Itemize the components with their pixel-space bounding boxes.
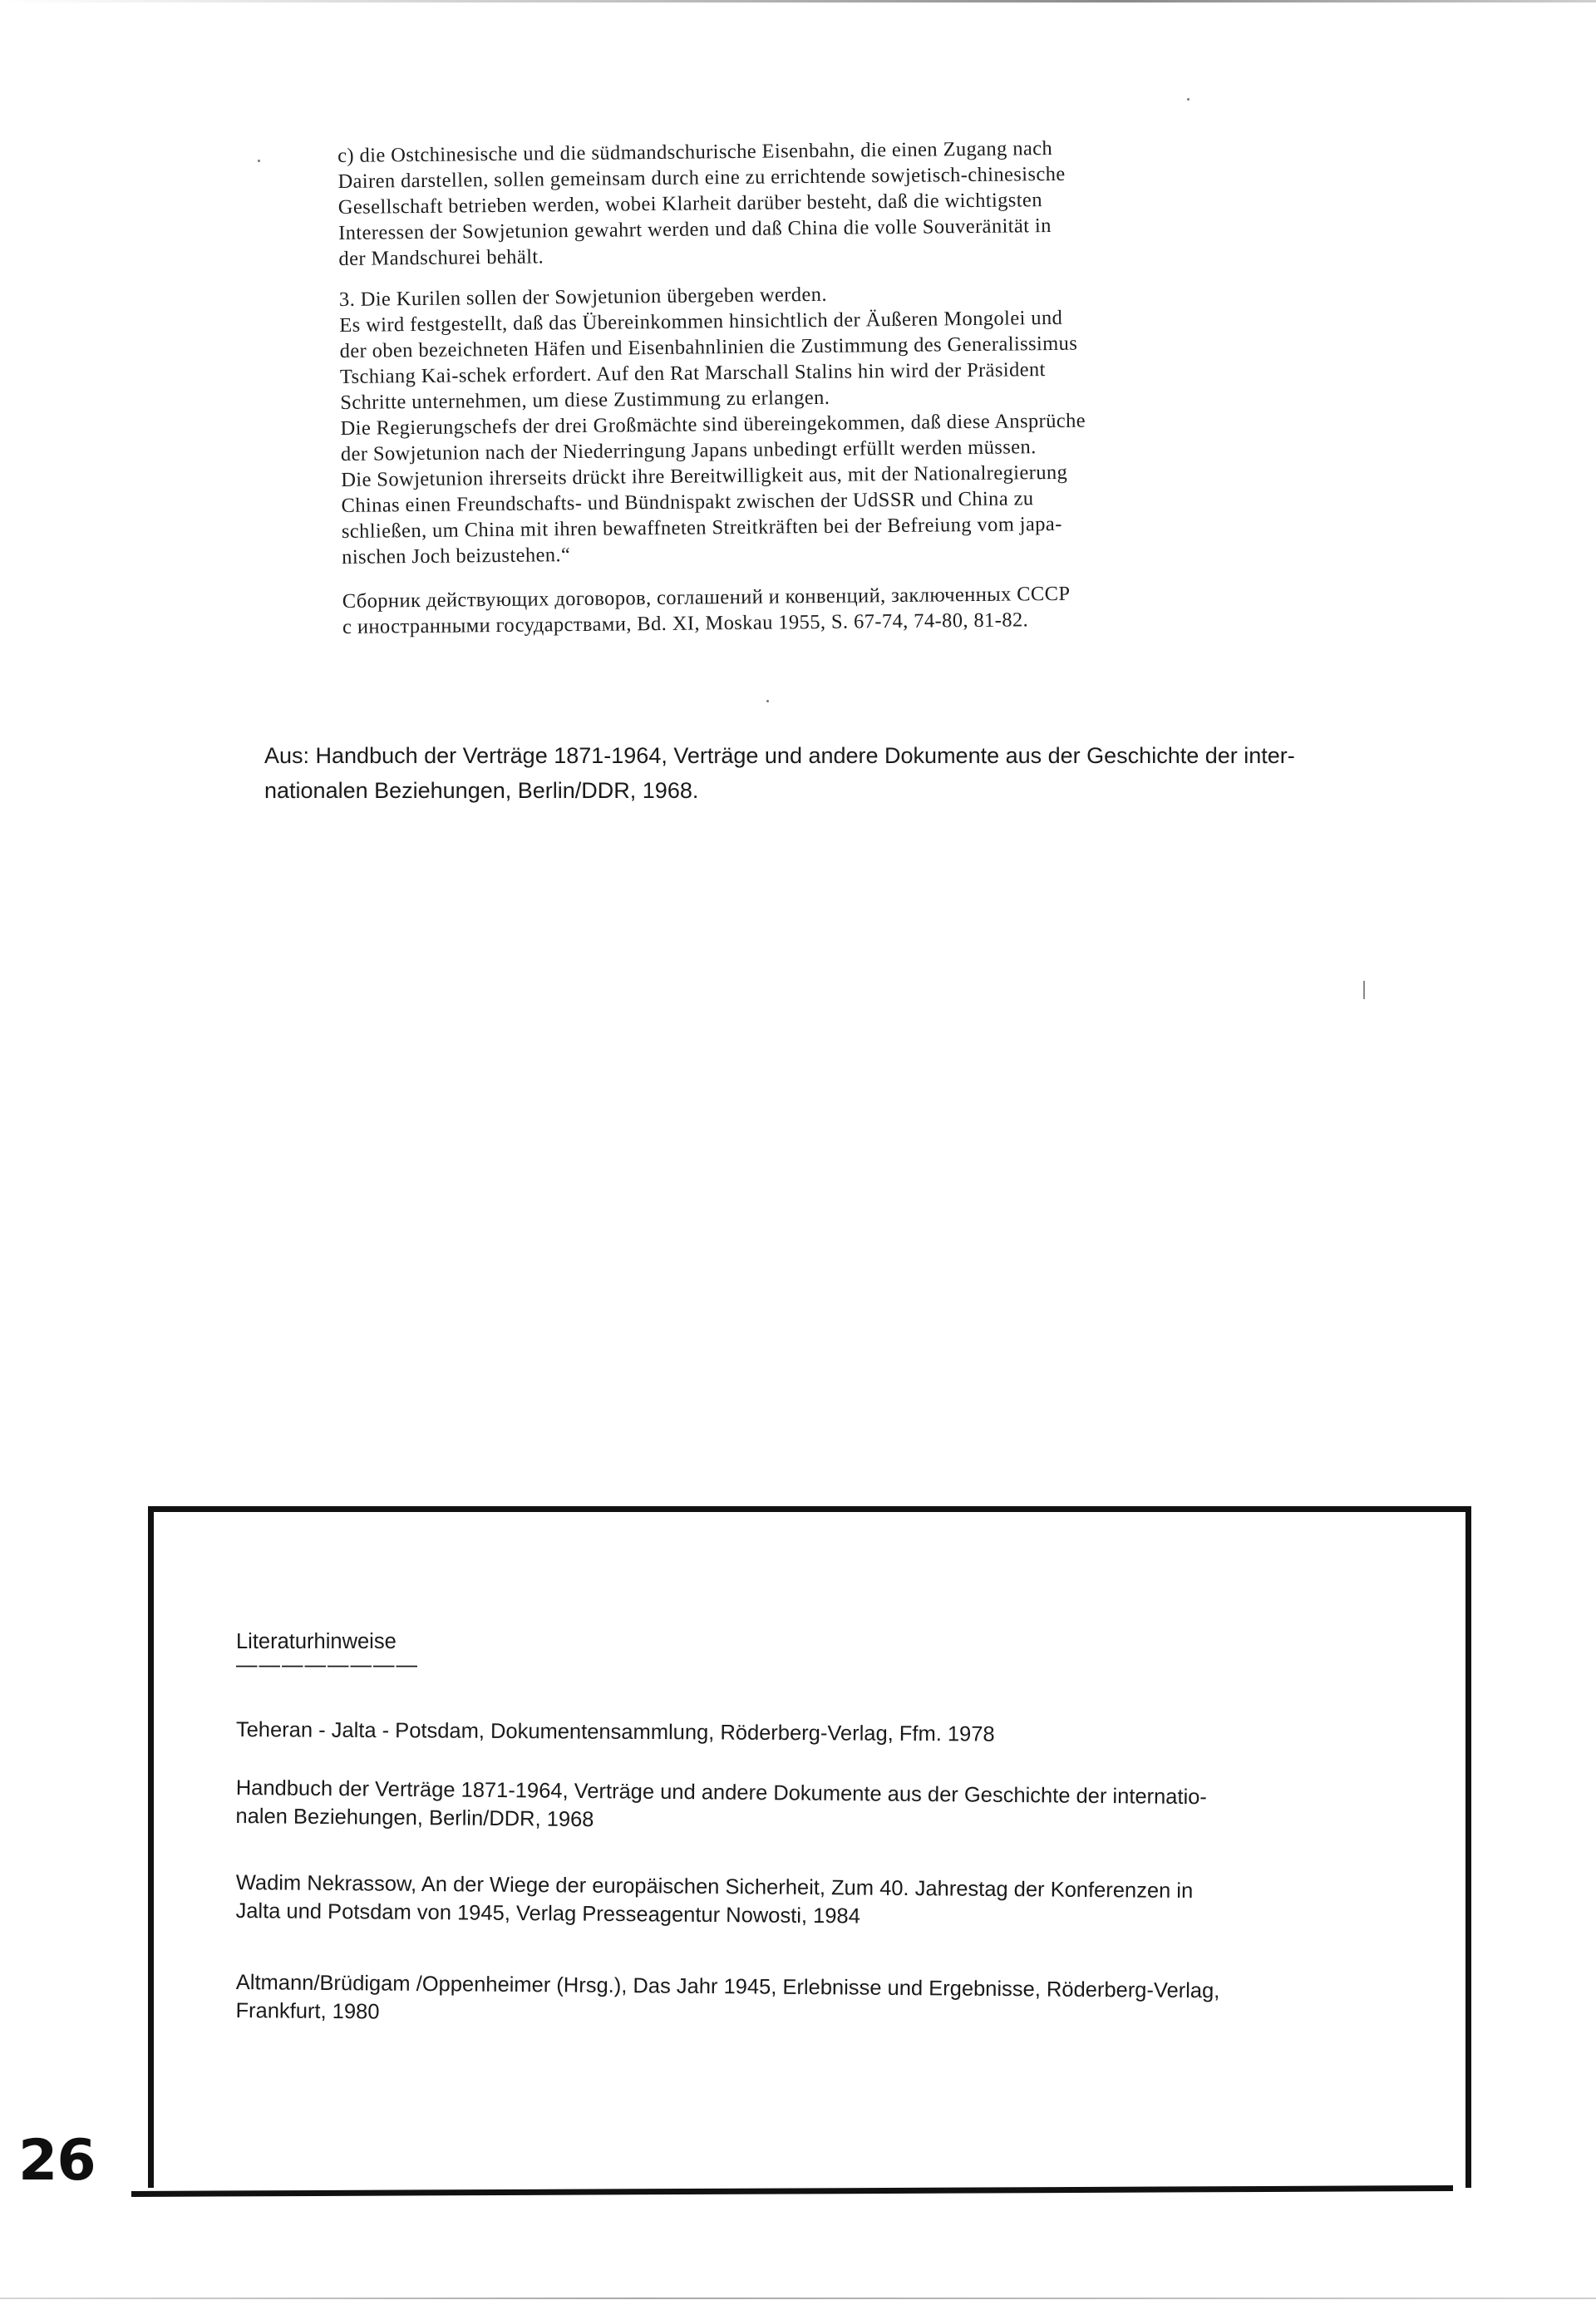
treaty-line: Es wird festgestellt, daß das Übereinkommen hinsichtlich der Äußeren Mongolei und <box>339 306 1063 337</box>
treaty-line: Chinas einen Freundschafts- und Bündnispakt zwischen der UdSSR und China zu <box>341 487 1034 517</box>
literature-entry <box>235 1869 1416 1935</box>
treaty-line: Dairen darstellen, sollen gemeinsam durch eine zu errichtende sowjetisch-chinesische <box>337 162 1066 193</box>
scan-bottom-edge <box>0 2298 1596 2299</box>
treaty-excerpt <box>337 132 1340 640</box>
source-note <box>264 738 1445 808</box>
literature-entry <box>235 1774 1416 1842</box>
literature-entry-line: Jalta und Potsdam von 1945, Verlag Presseagentur Nowosti, 1984 <box>235 1899 860 1928</box>
literature-list <box>236 1628 1416 2025</box>
scan-speck <box>258 160 260 162</box>
scan-mark <box>1363 981 1365 999</box>
treaty-line: der oben bezeichneten Häfen und Eisenbahnlinien die Zustimmung des Generalissimus <box>339 332 1078 362</box>
literature-entry <box>235 1968 1416 2035</box>
treaty-line: Gesellschaft betrieben werden, wobei Klarheit darüber besteht, daß die wichtigsten <box>337 189 1043 219</box>
treaty-line: Die Sowjetunion ihrerseits drückt ihre Bereitwilligkeit aus, mit der Nationalregierung <box>341 461 1068 491</box>
treaty-line: Interessen der Sowjetunion gewahrt werden und daß China die volle Souveränität in <box>337 214 1052 244</box>
treaty-line: der Mandschurei behält. <box>338 245 544 270</box>
treaty-line: Die Regierungschefs der drei Großmächte sind übereingekommen, daß diese Ansprüche <box>340 409 1086 440</box>
literature-entry-line: Wadim Nekrassow, An der Wiege der europäischen Sicherheit, Zum 40. Jahrestag der Konferenzen in <box>235 1871 1194 1904</box>
citation-line: с иностранными государствами, Bd. XI, Moskau 1955, S. 67-74, 74-80, 81-82. <box>342 608 1029 638</box>
literature-entry-line: nalen Beziehungen, Berlin/DDR, 1968 <box>235 1804 594 1832</box>
scan-top-edge <box>0 0 1596 2</box>
scan-speck <box>766 700 769 702</box>
citation-line: Сборник действующих договоров, соглашений и конвенций, заключенных СССР <box>342 582 1071 613</box>
treaty-line: schließen, um China mit ihren bewaffneten Streitkräften bei der Befreiung vom japa- <box>341 512 1062 543</box>
literature-entry-line: Teheran - Jalta - Potsdam, Dokumentensammlung, Röderberg-Verlag, Ffm. 1978 <box>235 1718 995 1746</box>
treaty-line: c) die Ostchinesische und die südmandschurische Eisenbahn, die einen Zugang nach <box>337 136 1053 167</box>
page-number: 26 <box>18 2128 96 2194</box>
treaty-line: Schritte unternehmen, um diese Zustimmung zu erlangen. <box>340 386 830 414</box>
literature-entry-line: Frankfurt, 1980 <box>235 1998 380 2024</box>
treaty-line: Tschiang Kai-schek erfordert. Auf den Rat Marschall Stalins hin wird der Präsident <box>339 358 1046 388</box>
treaty-line: 3. Die Kurilen sollen der Sowjetunion übergeben werden. <box>338 283 828 311</box>
literature-entry <box>236 1716 1416 1751</box>
literature-entry-line: Handbuch der Verträge 1871-1964, Verträge und andere Dokumente aus der Geschichte der internatio- <box>235 1776 1208 1810</box>
treaty-line: der Sowjetunion nach der Niederringung Japans unbedingt erfüllt werden müssen. <box>340 436 1037 465</box>
source-note-line: nationalen Beziehungen, Berlin/DDR, 1968. <box>264 778 699 803</box>
source-note-line: Aus: Handbuch der Verträge 1871-1964, Verträge und andere Dokumente aus der Geschichte der inter- <box>264 743 1295 768</box>
heading-underline: ———————— <box>236 1653 419 1677</box>
literature-entry-line: Altmann/Brüdigam /Oppenheimer (Hrsg.), Das Jahr 1945, Erlebnisse und Ergebnisse, Röderberg-Verlag, <box>235 1971 1220 2003</box>
literature-heading: Literaturhinweise <box>236 1630 397 1653</box>
treaty-line: nischen Joch beizustehen.“ <box>342 544 571 569</box>
scan-speck <box>1187 98 1190 101</box>
